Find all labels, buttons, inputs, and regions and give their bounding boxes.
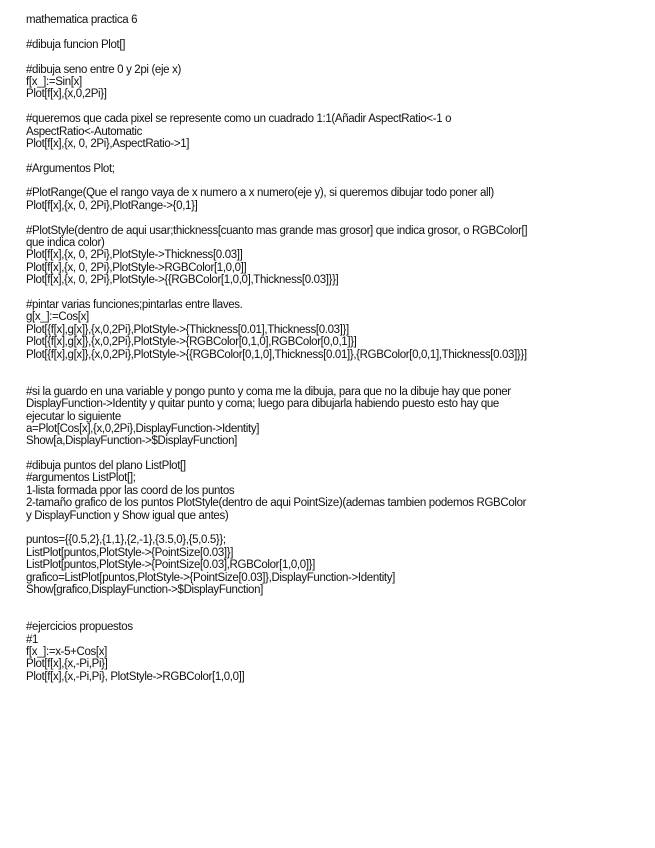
- text-line: a=Plot[Cos[x],{x,0,2Pi},DisplayFunction->Identity]: [26, 422, 260, 435]
- text-line: #ejercicios propuestos: [26, 621, 133, 634]
- text-line: #dibuja seno entre 0 y 2pi (eje x): [26, 63, 181, 76]
- text-block-multiple-functions: [26, 299, 646, 361]
- text-line: puntos={{0.5,2},{1,1},{2,-1},{3.5,0},{5,0.5}};: [26, 534, 226, 547]
- text-line: Plot[{f[x],g[x]},{x,0,2Pi},PlotStyle->{RGBColor[0,1,0],RGBColor[0,0,1]}]: [26, 336, 357, 349]
- text-block-plot-heading: [26, 39, 646, 51]
- text-line: g[x_]:=Cos[x]: [26, 311, 89, 324]
- spacer: [26, 212, 646, 224]
- text-block-exercises: [26, 621, 646, 683]
- spacer: [26, 175, 646, 187]
- text-line: 2-tamaño grafico de los puntos PlotStyle(dentro de aqui PointSize)(ademas tambien podemos RGBColor: [26, 497, 527, 510]
- text-line: Plot[f[x],{x, 0, 2Pi},AspectRatio->1]: [26, 137, 190, 150]
- text-line: #queremos que cada pixel se represente como un cuadrado 1:1(Añadir AspectRatio<-1 o: [26, 113, 452, 126]
- text-line: #dibuja puntos del plano ListPlot[]: [26, 460, 186, 473]
- text-line: Plot[f[x],{x, 0, 2Pi},PlotStyle->{{RGBColor[1,0,0],Thickness[0.03]}}]: [26, 274, 339, 287]
- text-line: #argumentos ListPlot[];: [26, 472, 136, 485]
- text-line: Show[a,DisplayFunction->$DisplayFunction]: [26, 435, 237, 448]
- spacer: [26, 287, 646, 299]
- text-block-plot-style: [26, 225, 646, 287]
- document-body: [26, 14, 646, 683]
- text-block-display-function: [26, 386, 646, 448]
- text-line: Plot[f[x],{x,0,2Pi}]: [26, 88, 107, 101]
- text-line: Plot[f[x],{x, 0, 2Pi},PlotStyle->RGBColor[1,0,0]]: [26, 261, 247, 274]
- document-title: mathematica practica 6: [26, 14, 138, 26]
- spacer: [26, 522, 646, 534]
- text-line: y DisplayFunction y Show igual que antes): [26, 509, 229, 522]
- text-block-plot-arguments: [26, 163, 646, 175]
- spacer: [26, 26, 646, 38]
- text-line: #PlotStyle(dentro de aqui usar;thickness[cuanto mas grande mas grosor] que indica grosor, o RGBColor[]: [26, 224, 528, 237]
- text-line: Plot[f[x],{x,-Pi,Pi}]: [26, 658, 108, 671]
- text-line: f[x_]:=Sin[x]: [26, 75, 82, 88]
- text-block-sine: [26, 64, 646, 101]
- text-line: f[x_]:=x-5+Cos[x]: [26, 645, 107, 658]
- text-line: AspectRatio<-Automatic: [26, 125, 142, 138]
- text-line: grafico=ListPlot[puntos,PlotStyle->{PointSize[0.03]},DisplayFunction->Identity]: [26, 571, 396, 584]
- text-line: DisplayFunction->Identity y quitar punto y coma; luego para dibujarla habiendo puesto esto hay que: [26, 398, 499, 411]
- spacer: [26, 101, 646, 113]
- text-line: que indica color): [26, 237, 105, 250]
- spacer: [26, 51, 646, 63]
- spacer: [26, 361, 646, 386]
- text-line: Plot[{f[x],g[x]},{x,0,2Pi},PlotStyle->{Thickness[0.01],Thickness[0.03]}]: [26, 323, 349, 336]
- text-line: #PlotRange(Que el rango vaya de x numero a x numero(eje y), si queremos dibujar todo poner all): [26, 187, 494, 200]
- text-line: Plot[f[x],{x,-Pi,Pi}, PlotStyle->RGBColor[1,0,0]]: [26, 670, 245, 683]
- text-block-plot-range: [26, 187, 646, 212]
- text-block-points: [26, 534, 646, 596]
- spacer: [26, 596, 646, 621]
- text-line: Plot[f[x],{x, 0, 2Pi},PlotRange->{0,1}]: [26, 199, 198, 212]
- text-line: #Argumentos Plot;: [26, 162, 115, 175]
- text-line: #1: [26, 633, 39, 646]
- text-line: 1-lista formada ppor las coord de los puntos: [26, 484, 235, 497]
- text-line: #pintar varias funciones;pintarlas entre llaves.: [26, 298, 243, 311]
- text-line: #si la guardo en una variable y pongo punto y coma me la dibuja, para que no la dibuje hay que poner: [26, 385, 511, 398]
- text-line: #dibuja funcion Plot[]: [26, 38, 126, 51]
- text-line: Plot[{f[x],g[x]},{x,0,2Pi},PlotStyle->{{RGBColor[0,1,0],Thickness[0.01]},{RGBColor[0,0,1],Thickness[0.03]}}]: [26, 348, 527, 361]
- text-line: ejecutar lo siguiente: [26, 410, 121, 423]
- text-block-listplot: [26, 460, 646, 522]
- text-block-aspect-ratio: [26, 113, 646, 150]
- text-line: ListPlot[puntos,PlotStyle->{PointSize[0.03]}]: [26, 546, 234, 559]
- text-line: Show[grafico,DisplayFunction->$DisplayFunction]: [26, 583, 263, 596]
- text-line: ListPlot[puntos,PlotStyle->{PointSize[0.03],RGBColor[1,0,0]}]: [26, 559, 316, 572]
- spacer: [26, 150, 646, 162]
- text-line: Plot[f[x],{x, 0, 2Pi},PlotStyle->Thickness[0.03]]: [26, 249, 243, 262]
- spacer: [26, 448, 646, 460]
